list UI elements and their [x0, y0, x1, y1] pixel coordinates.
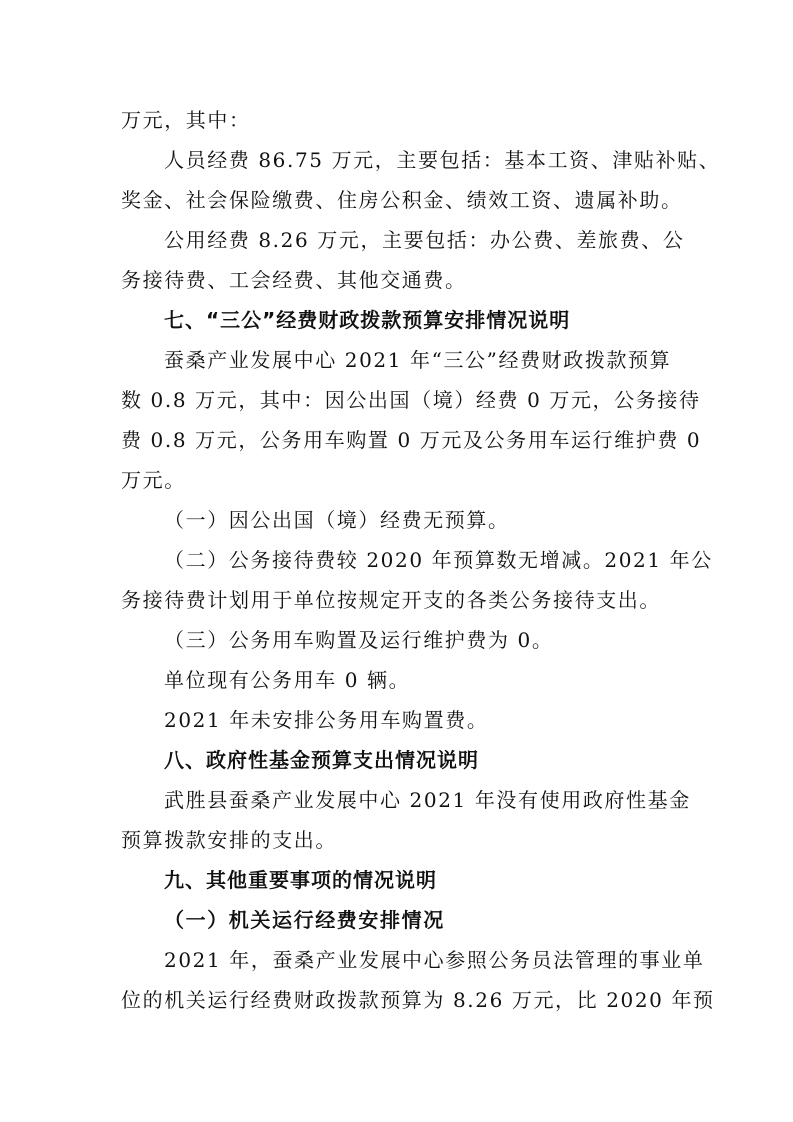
- body-text-line: 万元，其中：: [121, 108, 251, 132]
- body-text-line: 2021 年，蚕桑产业发展中心参照公务员法管理的事业单: [164, 948, 705, 972]
- section-heading-eight: 八、政府性基金预算支出情况说明: [164, 748, 479, 772]
- body-text-line: 公用经费 8.26 万元，主要包括：办公费、差旅费、公: [164, 228, 685, 252]
- body-text-line: （一）因公出国（境）经费无预算。: [164, 508, 510, 532]
- body-text-line: 务接待费、工会经费、其他交通费。: [121, 268, 467, 292]
- section-heading-nine: 九、其他重要事项的情况说明: [164, 868, 437, 892]
- body-text-line: 奖金、社会保险缴费、住房公积金、绩效工资、遗属补助。: [121, 188, 683, 212]
- body-text-line: 务接待费计划用于单位按规定开支的各类公务接待支出。: [121, 588, 661, 612]
- body-text-line: 蚕桑产业发展中心 2021 年“三公”经费财政拨款预算: [164, 348, 672, 372]
- body-text-line: 2021 年未安排公务用车购置费。: [164, 708, 489, 732]
- body-text-line: （三）公务用车购置及运行维护费为 0。: [164, 628, 554, 652]
- body-text-line: 费 0.8 万元，公务用车购置 0 万元及公务用车运行维护费 0: [121, 428, 702, 452]
- subsection-heading: （一）机关运行经费安排情况: [164, 908, 445, 932]
- body-text-line: 数 0.8 万元，其中：因公出国（境）经费 0 万元，公务接待: [121, 388, 701, 412]
- section-heading-seven: 七、“三公”经费财政拨款预算安排情况说明: [164, 308, 571, 332]
- body-text-line: 武胜县蚕桑产业发展中心 2021 年没有使用政府性基金: [164, 788, 691, 812]
- body-text-line: 人员经费 86.75 万元，主要包括：基本工资、津贴补贴、: [164, 148, 721, 172]
- body-text-line: 预算拨款安排的支出。: [121, 828, 337, 852]
- body-text-line: 单位现有公务用车 0 辆。: [164, 668, 411, 692]
- body-text-line: （二）公务接待费较 2020 年预算数无增减。2021 年公: [164, 548, 713, 572]
- body-text-line: 万元。: [121, 468, 186, 492]
- body-text-line: 位的机关运行经费财政拨款预算为 8.26 万元，比 2020 年预: [121, 988, 715, 1012]
